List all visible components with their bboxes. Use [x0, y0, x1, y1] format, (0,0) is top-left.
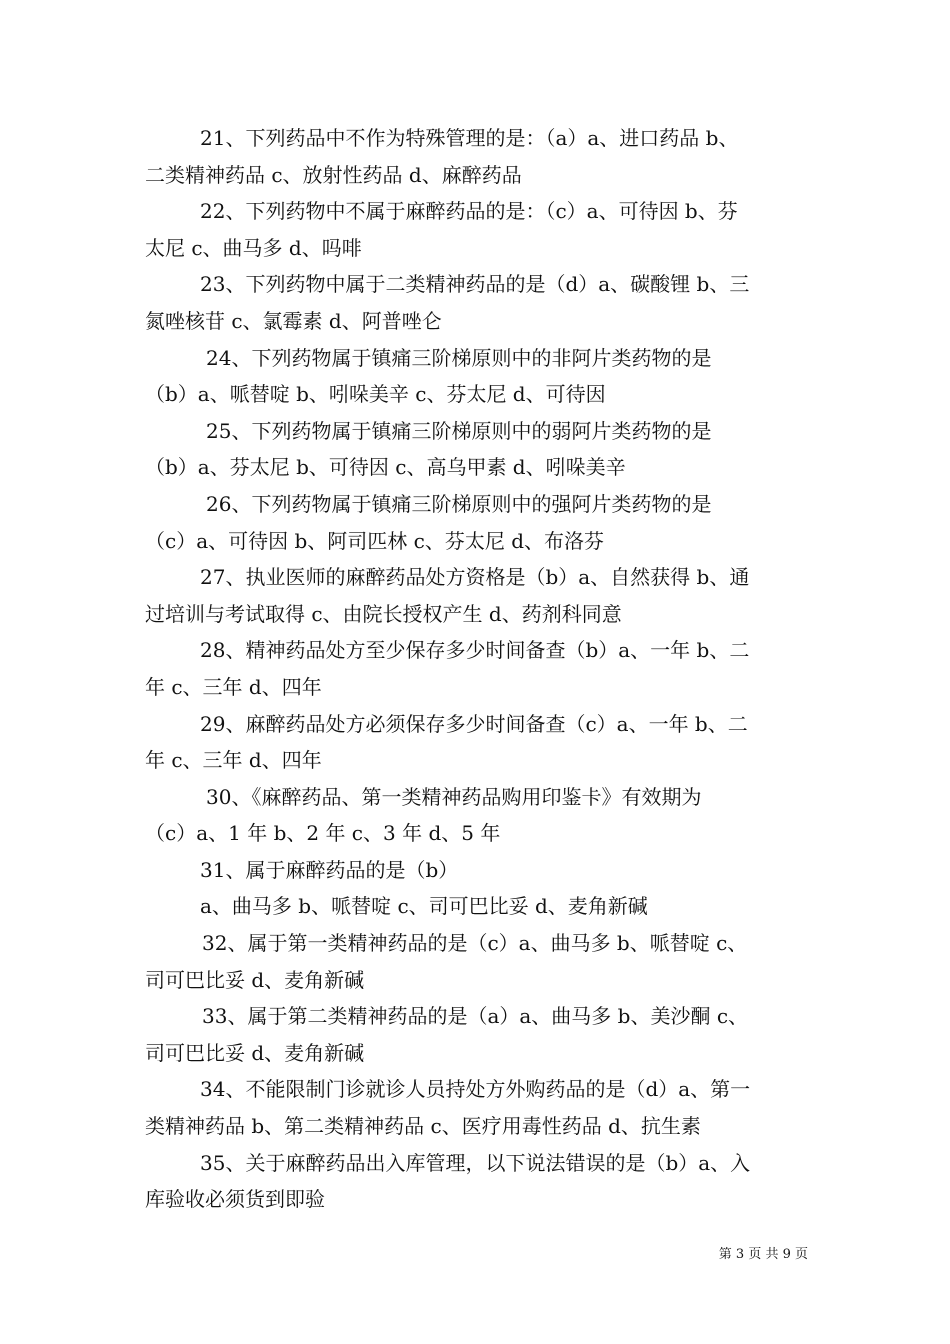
question-32-line-2: 司可巴比妥 d、麦角新碱: [145, 967, 365, 992]
question-35-line-2: 库验收必须货到即验: [145, 1187, 325, 1212]
question-21-line-2: 二类精神药品 c、放射性药品 d、麻醉药品: [145, 162, 522, 187]
page-number-footer: 第 3 页 共 9 页: [718, 1247, 808, 1262]
question-27-line-1: 27、执业医师的麻醉药品处方资格是（b）a、自然获得 b、通: [200, 565, 750, 590]
question-35-line-1: 35、关于麻醉药品出入库管理，以下说法错误的是（b）a、入: [200, 1150, 751, 1175]
question-33-line-2: 司可巴比妥 d、麦角新碱: [145, 1040, 365, 1065]
document-body: [145, 120, 807, 1218]
question-24-line-1: 24、下列药物属于镇痛三阶梯原则中的非阿片类药物的是: [206, 345, 712, 370]
question-31-line-1: 31、属于麻醉药品的是（b）: [200, 857, 459, 882]
question-22-line-1: 22、下列药物中不属于麻醉药品的是：（c）a、可待因 b、芬: [200, 199, 738, 224]
question-25-line-1: 25、下列药物属于镇痛三阶梯原则中的弱阿片类药物的是: [206, 418, 712, 443]
question-29-line-2: 年 c、三年 d、四年: [145, 748, 322, 773]
question-26-line-2: （c）a、可待因 b、阿司匹林 c、芬太尼 d、布洛芬: [145, 528, 605, 553]
question-33-line-1: 33、属于第二类精神药品的是（a）a、曲马多 b、美沙酮 c、: [202, 1004, 749, 1029]
question-30-line-2: （c）a、1 年 b、2 年 c、3 年 d、5 年: [145, 821, 501, 846]
question-31-line-2: a、曲马多 b、哌替啶 c、司可巴比妥 d、麦角新碱: [200, 894, 648, 919]
question-23-line-1: 23、下列药物中属于二类精神药品的是（d）a、碳酸锂 b、三: [200, 272, 750, 297]
question-21-line-1: 21、下列药品中不作为特殊管理的是：（a）a、进口药品 b、: [200, 126, 739, 150]
question-22-line-2: 太尼 c、曲马多 d、吗啡: [145, 235, 362, 260]
question-27-line-2: 过培训与考试取得 c、由院长授权产生 d、药剂科同意: [145, 601, 622, 626]
question-25-line-2: （b）a、芬太尼 b、可待因 c、高乌甲素 d、吲哚美辛: [145, 455, 626, 480]
question-29-line-1: 29、麻醉药品处方必须保存多少时间备查（c）a、一年 b、二: [200, 711, 748, 736]
question-34-line-1: 34、不能限制门诊就诊人员持处方外购药品的是（d）a、第一: [200, 1077, 751, 1102]
question-32-line-1: 32、属于第一类精神药品的是（c）a、曲马多 b、哌替啶 c、: [202, 931, 748, 956]
question-28-line-2: 年 c、三年 d、四年: [145, 674, 322, 699]
question-23-line-2: 氮唑核苷 c、氯霉素 d、阿普唑仑: [145, 308, 442, 333]
question-26-line-1: 26、下列药物属于镇痛三阶梯原则中的强阿片类药物的是: [206, 491, 712, 516]
question-24-line-2: （b）a、哌替啶 b、吲哚美辛 c、芬太尼 d、可待因: [145, 382, 606, 407]
question-34-line-2: 类精神药品 b、第二类精神药品 c、医疗用毒性药品 d、抗生素: [145, 1114, 701, 1139]
question-28-line-1: 28、精神药品处方至少保存多少时间备查（b）a、一年 b、二: [200, 638, 750, 663]
question-30-line-1: 30、《麻醉药品、第一类精神药品购用印鉴卡》有效期为: [206, 784, 702, 809]
